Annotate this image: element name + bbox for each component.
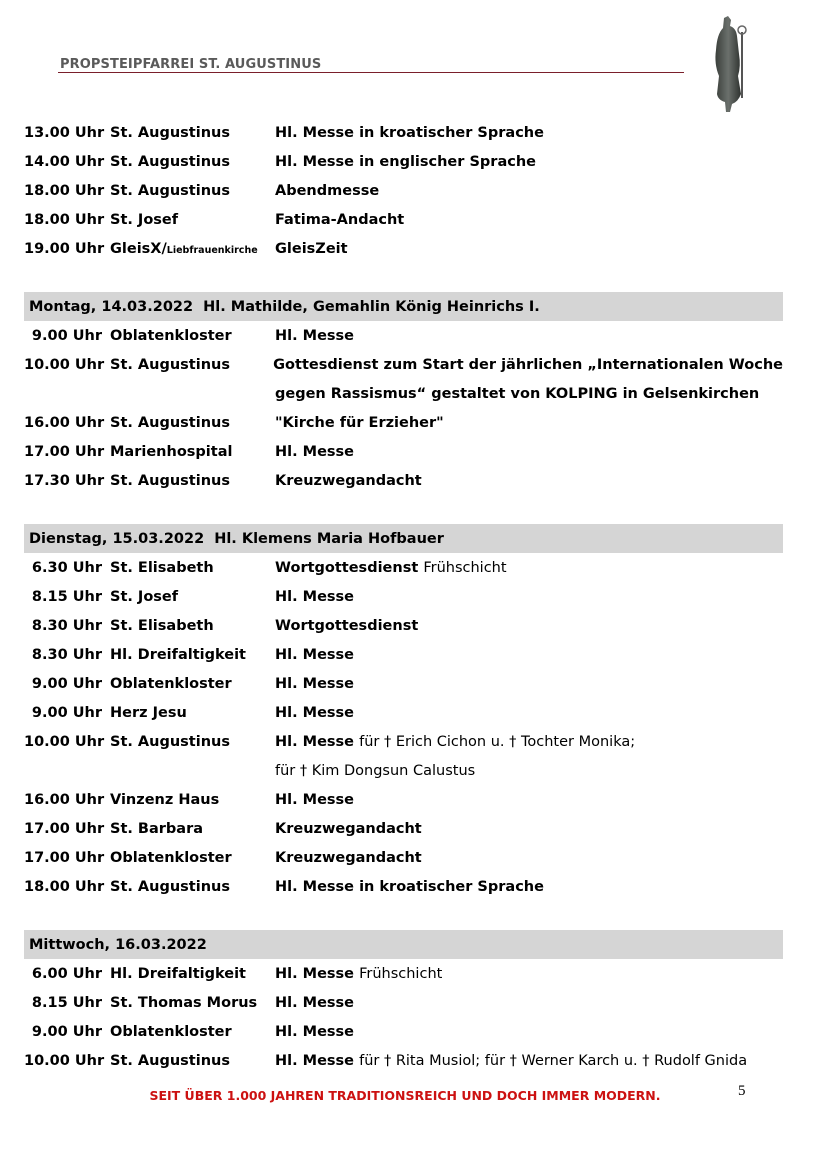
row-time: 9.00 Uhr [31,1023,102,1040]
place-name: Oblatenkloster [110,849,232,866]
row-place [110,1053,275,1069]
row-description [275,647,783,663]
row-description [275,676,783,692]
row-time: 17.00 Uhr [24,849,105,866]
row-time: 8.30 Uhr [31,646,102,663]
row-time: 9.00 Uhr [31,675,102,692]
schedule-row [24,234,783,263]
row-place [110,212,275,228]
description-note: für † Erich Cichon u. † Tochter Monika; [359,733,636,750]
description-title: Hl. Messe [275,327,355,344]
description-title: Kreuzwegandacht [275,472,422,489]
schedule-row [24,785,783,814]
row-place [110,415,275,431]
schedule-row [24,843,783,872]
row-time: 6.00 Uhr [31,965,102,982]
row-place [110,850,275,866]
schedule [24,118,783,1075]
description-title: Hl. Messe [275,675,355,692]
description-title: Hl. Messe in kroatischer Sprache [275,124,544,141]
row-time: 9.00 Uhr [31,704,102,721]
description-note: Frühschicht [359,965,443,982]
row-time: 16.00 Uhr [24,414,105,431]
schedule-row [24,466,783,495]
row-place [110,125,275,141]
row-description [275,212,783,228]
row-time: 17.00 Uhr [24,443,105,460]
schedule-row [24,176,783,205]
row-time: 16.00 Uhr [24,791,105,808]
place-name: St. Augustinus [110,124,230,141]
row-place [110,183,275,199]
row-time: 13.00 Uhr [24,124,105,141]
row-place [110,328,275,344]
description-note: für † Kim Dongsun Calustus [275,762,476,779]
description-title: Hl. Messe [275,443,355,460]
schedule-row [24,582,783,611]
place-name: St. Augustinus [110,153,230,170]
description-title: Hl. Messe [275,704,355,721]
row-description [275,560,783,576]
place-name: Oblatenkloster [110,327,232,344]
row-description [275,995,783,1011]
schedule-row [24,698,783,727]
section-spacer [24,901,783,930]
row-description [275,618,783,634]
schedule-row [24,379,783,408]
row-time: 8.30 Uhr [31,617,102,634]
row-description [275,328,783,344]
description-title: Wortgottesdienst [275,559,419,576]
schedule-row [24,959,783,988]
place-name: Oblatenkloster [110,1023,232,1040]
place-name: St. Elisabeth [110,617,214,634]
description-title: Fatima-Andacht [275,211,405,228]
schedule-row [24,205,783,234]
row-description [275,473,783,489]
row-description [275,125,783,141]
day-saint: Hl. Klemens Maria Hofbauer [214,530,444,547]
section-spacer [24,495,783,524]
row-description [273,357,783,373]
schedule-row [24,669,783,698]
row-description [275,241,783,257]
place-name: Herz Jesu [110,704,187,721]
day-header [24,930,783,959]
day-saint: Hl. Mathilde, Gemahlin König Heinrichs I. [203,298,540,315]
description-title: Hl. Messe [275,994,355,1011]
schedule-row [24,814,783,843]
row-time: 10.00 Uhr [24,733,105,750]
row-place [110,473,275,489]
place-name: GleisX/ [110,240,167,257]
schedule-row [24,408,783,437]
schedule-row [24,988,783,1017]
row-description [275,444,783,460]
row-place [110,560,275,576]
row-time: 6.30 Uhr [31,559,102,576]
row-time: 18.00 Uhr [24,878,105,895]
description-title: Hl. Messe [275,733,355,750]
row-time: 14.00 Uhr [24,153,105,170]
description-note: für † Rita Musiol; für † Werner Karch u. † Rudolf Gnida [359,1052,748,1069]
row-place [110,879,275,895]
place-name: St. Augustinus [110,414,230,431]
day-date: Dienstag, 15.03.2022 [29,530,205,547]
section-spacer [24,263,783,292]
page-number: 5 [738,1083,746,1099]
row-description [275,705,783,721]
schedule-row [24,756,783,785]
day-header [24,292,783,321]
place-name: St. Barbara [110,820,204,837]
day-header [24,524,783,553]
description-title: gegen Rassismus“ gestaltet von KOLPING in Gelsenkirchen [275,385,760,402]
place-name: Hl. Dreifaltigkeit [110,965,246,982]
place-name: St. Josef [110,211,179,228]
place-name: St. Augustinus [110,733,230,750]
row-description [275,763,783,779]
schedule-row [24,437,783,466]
row-description [275,850,783,866]
row-description [275,879,783,895]
row-place [110,154,275,170]
footer-slogan: SEIT ÜBER 1.000 JAHREN TRADITIONSREICH UND DOCH IMMER MODERN. [149,1088,661,1103]
description-title: GleisZeit [275,240,348,257]
description-title: Abendmesse [275,182,380,199]
row-place [110,618,275,634]
row-time: 8.15 Uhr [31,588,102,605]
schedule-row [24,321,783,350]
row-description [275,415,783,431]
schedule-row [24,118,783,147]
row-place [110,444,275,460]
row-description [275,589,783,605]
description-title: Hl. Messe [275,1023,355,1040]
schedule-row [24,1017,783,1046]
row-time: 18.00 Uhr [24,211,105,228]
place-name: St. Elisabeth [110,559,214,576]
row-description [275,792,783,808]
schedule-row [24,727,783,756]
row-place [110,647,275,663]
row-time: 10.00 Uhr [24,1052,105,1069]
augustinus-statue-icon [708,14,754,114]
place-sub: Liebfrauenkirche [166,244,258,256]
row-time: 10.00 Uhr [24,356,105,373]
description-title: Hl. Messe in kroatischer Sprache [275,878,544,895]
row-description [275,1024,783,1040]
description-title: Kreuzwegandacht [275,849,422,866]
header-title: PROPSTEIPFARREI ST. AUGUSTINUS [60,57,322,72]
row-place [110,821,275,837]
row-time: 19.00 Uhr [24,240,105,257]
header-rule [58,72,684,73]
place-name: St. Josef [110,588,179,605]
row-place [110,1024,275,1040]
row-place [110,734,275,750]
description-title: "Kirche für Erzieher" [275,414,444,431]
schedule-row [24,350,783,379]
day-date: Montag, 14.03.2022 [29,298,194,315]
row-place [110,357,273,373]
row-place [110,792,275,808]
row-time: 17.30 Uhr [24,472,105,489]
row-place [110,995,275,1011]
row-place [110,705,275,721]
schedule-row [24,1046,783,1075]
description-title: Hl. Messe [275,965,355,982]
place-name: St. Augustinus [110,472,230,489]
place-name: St. Augustinus [110,878,230,895]
row-place [110,589,275,605]
schedule-row [24,872,783,901]
place-name: Vinzenz Haus [110,791,220,808]
row-description [275,386,783,402]
place-name: Marienhospital [110,443,233,460]
place-name: St. Augustinus [110,1052,230,1069]
place-name: St. Augustinus [110,182,230,199]
row-place [110,676,275,692]
description-title: Hl. Messe [275,646,355,663]
row-time: 18.00 Uhr [24,182,105,199]
row-description [275,966,783,982]
description-title: Kreuzwegandacht [275,820,422,837]
description-title: Wortgottesdienst [275,617,419,634]
place-name: Hl. Dreifaltigkeit [110,646,246,663]
schedule-row [24,553,783,582]
row-description [275,734,783,750]
row-description [275,154,783,170]
row-place [110,966,275,982]
row-time: 17.00 Uhr [24,820,105,837]
place-name: Oblatenkloster [110,675,232,692]
row-description [275,821,783,837]
row-time: 9.00 Uhr [31,327,102,344]
description-title: Hl. Messe [275,588,355,605]
description-note: Frühschicht [423,559,507,576]
day-date: Mittwoch, 16.03.2022 [29,936,207,953]
schedule-row [24,611,783,640]
place-name: St. Augustinus [110,356,230,373]
row-place [110,241,275,257]
row-description [275,183,783,199]
schedule-row [24,640,783,669]
row-time: 8.15 Uhr [31,994,102,1011]
description-title: Gottesdienst zum Start der jährlichen „Internationalen Woche [273,356,783,373]
description-title: Hl. Messe [275,1052,355,1069]
place-name: St. Thomas Morus [110,994,258,1011]
description-title: Hl. Messe in englischer Sprache [275,153,536,170]
schedule-row [24,147,783,176]
row-description [275,1053,783,1069]
description-title: Hl. Messe [275,791,355,808]
